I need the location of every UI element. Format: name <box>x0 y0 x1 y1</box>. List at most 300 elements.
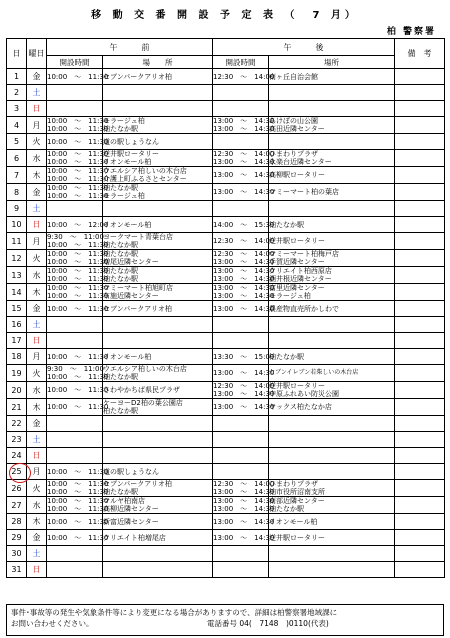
weekday-cell: 木 <box>27 284 47 301</box>
remarks-cell <box>395 562 445 578</box>
pm-time-cell <box>213 448 269 464</box>
cell-line: 道の駅しょうなん <box>103 137 159 146</box>
pm-place-cell <box>269 250 395 267</box>
pm-time-cell <box>213 201 269 217</box>
weekday-cell: 日 <box>27 448 47 464</box>
day-cell: 22 <box>7 416 27 432</box>
am-place-cell <box>103 416 213 432</box>
weekday-cell: 火 <box>27 365 47 382</box>
weekday-cell: 土 <box>27 546 47 562</box>
pm-time-cell <box>213 250 275 267</box>
pm-place-cell <box>269 267 395 284</box>
cell-line: 逆井駅ロータリー <box>269 533 325 542</box>
pm-time-cell <box>213 317 269 333</box>
table-row <box>7 284 445 301</box>
cell-line: 10:00 ～ 11:30 <box>47 386 109 394</box>
cell-line: 10:00 ～ 11:30 <box>47 241 109 249</box>
am-place-cell <box>103 365 213 382</box>
pm-time-cell <box>213 416 269 432</box>
table-row <box>7 317 445 333</box>
pm-place-cell <box>269 233 395 250</box>
cell-line: 永楽台近隣センター <box>269 158 332 166</box>
weekday-cell: 金 <box>27 530 47 546</box>
cell-line: マミーマート柏梅戸店 <box>269 250 339 258</box>
cell-line: 12:30 ～ 14:00 <box>213 382 275 390</box>
cell-line: 14:00 ～ 15:30 <box>213 220 275 229</box>
table-row <box>7 399 445 416</box>
cell-line: 12:30 ～ 14:00 <box>213 480 275 488</box>
am-place-cell <box>103 382 213 399</box>
cell-line: 増尾近隣センター <box>103 258 159 266</box>
cell-line: 柏たなか駅 <box>269 505 304 513</box>
pm-place-cell <box>269 448 395 464</box>
weekday-cell: 月 <box>27 117 47 134</box>
day-cell: 29 <box>7 530 27 546</box>
day-cell: 23 <box>7 432 27 448</box>
day-cell: 17 <box>7 333 27 349</box>
am-place-cell <box>103 333 213 349</box>
pm-place-cell <box>269 333 395 349</box>
header-am-place: 場 所 <box>103 56 213 69</box>
am-place-cell <box>103 150 213 167</box>
pm-time-cell <box>213 69 275 85</box>
day-cell: 18 <box>7 349 27 365</box>
am-place-cell <box>103 167 213 184</box>
table-row <box>7 201 445 217</box>
am-place-cell <box>103 284 213 301</box>
day-cell: 16 <box>7 317 27 333</box>
am-place-cell <box>103 184 213 201</box>
remarks-cell <box>395 382 445 399</box>
cell-line: 13:00 ～ 14:30 <box>213 117 275 125</box>
cell-line: 介護上町ふるさとセンター <box>103 175 187 183</box>
table-row <box>7 382 445 399</box>
pm-time-cell <box>213 333 269 349</box>
am-time-cell <box>47 201 103 217</box>
remarks-cell <box>395 317 445 333</box>
remarks-cell <box>395 101 445 117</box>
weekday-cell: 木 <box>27 399 47 416</box>
pm-time-cell <box>213 432 269 448</box>
cell-line: 手賀近隣センター <box>269 258 325 266</box>
am-time-cell <box>47 301 109 317</box>
cell-line: 10:00 ～ 11:30 <box>47 292 109 300</box>
cell-line: 柏たなか駅 <box>269 220 304 229</box>
day-cell: 2 <box>7 85 27 101</box>
pm-place-cell <box>269 69 395 85</box>
pm-time-cell <box>213 117 275 134</box>
table-row <box>7 69 445 85</box>
cell-line: セブンイレブン若柴しいの木台店 <box>269 369 359 376</box>
cell-line: 10:00 ～ 11:30 <box>47 275 109 283</box>
am-time-cell <box>47 69 109 85</box>
am-place-cell <box>103 546 213 562</box>
pm-place-cell <box>269 349 395 365</box>
cell-line: 10:00 ～ 11:30 <box>47 373 109 381</box>
weekday-cell: 土 <box>27 317 47 333</box>
cell-line: 10:00 ～ 11:30 <box>47 150 109 158</box>
cell-line: クリエイト柏増尾店 <box>103 533 166 542</box>
weekday-cell: 木 <box>27 167 47 184</box>
am-place-cell <box>103 233 213 250</box>
pm-time-cell <box>213 497 275 514</box>
weekday-cell: 月 <box>27 233 47 250</box>
am-place-cell <box>103 317 213 333</box>
weekday-cell: 土 <box>27 201 47 217</box>
table-row <box>7 150 445 167</box>
weekday-cell: 金 <box>27 69 47 85</box>
pm-time-cell <box>213 562 269 578</box>
am-place-cell <box>103 448 213 464</box>
pm-place-cell <box>269 530 395 546</box>
pm-time-cell <box>213 546 269 562</box>
day-cell: 13 <box>7 267 27 284</box>
pm-place-cell <box>269 416 395 432</box>
cell-line: 10:00 ～ 11:30 <box>47 517 109 526</box>
header-am-time: 開設時間 <box>47 56 103 69</box>
weekday-cell: 水 <box>27 382 47 399</box>
pm-place-cell <box>269 432 395 448</box>
cell-line: 9:30 ～ 11:00 <box>47 233 104 241</box>
day-cell: 6 <box>7 150 27 167</box>
cell-line: 南部近隣センター <box>269 497 325 505</box>
remarks-cell <box>395 464 445 480</box>
remarks-cell <box>395 301 445 317</box>
cell-line: イオンモール柏 <box>103 158 152 166</box>
pm-place-cell <box>269 497 395 514</box>
cell-line: 高田近隣センター <box>269 125 325 133</box>
table-row <box>7 365 445 382</box>
cell-line: 農産物直売所かしわで <box>269 304 339 313</box>
header-dow: 曜日 <box>27 39 47 69</box>
cell-line: 10:00 ～ 11:30 <box>47 505 109 513</box>
am-place-cell <box>103 464 213 480</box>
day-cell: 15 <box>7 301 27 317</box>
cell-line: 13:00 ～ 14:30 <box>213 125 275 133</box>
am-time-cell <box>47 184 109 201</box>
am-time-cell <box>47 101 103 117</box>
cell-line: 10:00 ～ 11:30 <box>47 117 109 125</box>
am-time-cell <box>47 317 103 333</box>
remarks-cell <box>395 448 445 464</box>
schedule-body <box>7 69 445 578</box>
cell-line: 10:00 ～ 11:30 <box>47 497 109 505</box>
pm-place-cell <box>269 134 395 150</box>
pm-place-cell <box>269 150 395 167</box>
highlight-circle <box>9 463 31 483</box>
cell-line: イオンモール柏 <box>269 517 318 526</box>
table-row <box>7 480 445 497</box>
cell-line: さわやかちば県民プラザ <box>103 386 180 394</box>
am-time-cell <box>47 167 109 184</box>
cell-line: 高柳近隣センター <box>103 505 159 513</box>
pm-place-cell <box>269 546 395 562</box>
cell-line: 10:00 ～ 11:30 <box>47 267 109 275</box>
cell-line: 新富近隣センター <box>103 517 159 526</box>
cell-line: ケーヨーD2柏の葉公園店 <box>103 399 183 407</box>
day-cell: 20 <box>7 382 27 399</box>
cell-line: ヨークマート青葉台店 <box>103 233 173 241</box>
cell-line: 13:00 ～ 14:30 <box>213 275 275 283</box>
cell-line: 13:00 ～ 14:30 <box>213 505 275 513</box>
day-cell: 11 <box>7 233 27 250</box>
weekday-cell: 金 <box>27 301 47 317</box>
remarks-cell <box>395 399 445 416</box>
day-cell: 31 <box>7 562 27 578</box>
remarks-cell <box>395 134 445 150</box>
am-time-cell <box>47 85 103 101</box>
day-cell: 19 <box>7 365 27 382</box>
weekday-cell: 火 <box>27 250 47 267</box>
day-cell: 28 <box>7 514 27 530</box>
cell-line: 布施近隣センター <box>103 292 159 300</box>
am-time-cell <box>47 546 103 562</box>
am-time-cell <box>47 333 103 349</box>
pm-time-cell <box>213 217 275 233</box>
pm-time-cell <box>213 464 269 480</box>
pm-place-cell <box>269 184 395 201</box>
cell-line: 南ヶ丘自治会館 <box>269 72 318 81</box>
cell-line: 柏たなか駅 <box>103 241 138 249</box>
cell-line: モラージュ柏 <box>103 192 145 200</box>
cell-line: 10:00 ～ 11:30 <box>47 284 109 292</box>
cell-line: ウエルシア柏しいの木台店 <box>103 167 187 175</box>
pm-time-cell <box>213 530 275 546</box>
am-time-cell <box>47 117 109 134</box>
am-time-cell <box>47 514 109 530</box>
pm-place-cell <box>269 85 395 101</box>
day-cell: 21 <box>7 399 27 416</box>
cell-line: ヤックス柏たなか店 <box>269 403 332 411</box>
pm-time-cell <box>213 365 275 382</box>
header-pm-time: 開設時間 <box>213 56 269 69</box>
remarks-cell <box>395 267 445 284</box>
weekday-cell: 土 <box>27 85 47 101</box>
cell-line: マミーマート柏の葉店 <box>269 188 339 196</box>
weekday-cell: 月 <box>27 464 47 480</box>
am-time-cell <box>47 432 103 448</box>
weekday-cell: 水 <box>27 150 47 167</box>
schedule-table <box>6 38 445 578</box>
footer-line-1: 事件･事故等の発生や気象条件等により変更になる場合がありますので、詳細は柏警察署地域課に <box>11 608 338 617</box>
am-time-cell <box>47 365 109 382</box>
am-place-cell <box>103 69 213 85</box>
weekday-cell: 水 <box>27 497 47 514</box>
table-row <box>7 333 445 349</box>
pm-place-cell <box>269 117 395 134</box>
cell-line: 10:00 ～ 11:30 <box>47 125 109 133</box>
remarks-cell <box>395 184 445 201</box>
header-pm-place: 場所 <box>269 56 395 69</box>
cell-line: 13:00 ～ 14:30 <box>213 497 275 505</box>
pm-place-cell <box>269 101 395 117</box>
day-cell: 12 <box>7 250 27 267</box>
pm-place-cell <box>269 480 395 497</box>
cell-line: 12:30 ～ 14:00 <box>213 72 275 81</box>
cell-line: 10:00 ～ 11:30 <box>47 467 109 476</box>
remarks-cell <box>395 480 445 497</box>
am-time-cell <box>47 382 109 399</box>
pm-time-cell <box>213 284 275 301</box>
table-row <box>7 349 445 365</box>
pm-place-cell <box>269 365 395 382</box>
pm-time-cell <box>213 480 275 497</box>
cell-line: モラージュ柏 <box>103 117 145 125</box>
am-time-cell <box>47 562 103 578</box>
cell-line: 富里近隣センター <box>269 284 325 292</box>
cell-line: マルヤ柏南店 <box>103 497 145 505</box>
cell-line: 酒井根近隣センター <box>269 275 332 283</box>
am-place-cell <box>103 250 213 267</box>
am-place-cell <box>103 480 213 497</box>
pm-place-cell <box>269 301 395 317</box>
cell-line: 柏たなか駅 <box>103 275 138 283</box>
pm-place-cell <box>269 217 395 233</box>
page-title: 移 動 交 番 開 設 予 定 表 （ 7 月） <box>91 10 359 21</box>
table-row <box>7 416 445 432</box>
cell-line: 10:00 ～ 11:30 <box>47 167 109 175</box>
remarks-cell <box>395 514 445 530</box>
pm-place-cell <box>269 399 395 416</box>
remarks-cell <box>395 333 445 349</box>
day-cell: 1 <box>7 69 27 85</box>
day-cell: 24 <box>7 448 27 464</box>
pm-place-cell <box>269 317 395 333</box>
am-place-cell <box>103 514 213 530</box>
pm-place-cell <box>269 167 395 184</box>
header-day: 日 <box>7 39 27 69</box>
am-place-cell <box>103 217 213 233</box>
am-time-cell <box>47 497 109 514</box>
am-time-cell <box>47 217 109 233</box>
remarks-cell <box>395 150 445 167</box>
cell-line: 13:00 ～ 14:30 <box>213 488 275 496</box>
am-place-cell <box>103 85 213 101</box>
cell-line: 柏たなか駅 <box>103 267 138 275</box>
cell-line: セブンパークアリオ柏 <box>103 72 172 81</box>
cell-line: 10:00 ～ 11:30 <box>47 137 109 146</box>
table-row <box>7 562 445 578</box>
day-cell: 4 <box>7 117 27 134</box>
cell-line: 13:00 ～ 14:30 <box>213 158 275 166</box>
table-row <box>7 432 445 448</box>
am-place-cell <box>103 134 213 150</box>
remarks-cell <box>395 217 445 233</box>
cell-line: 柏たなか駅 <box>269 352 304 361</box>
am-time-cell <box>47 150 109 167</box>
cell-line: セブンパークアリオ柏 <box>103 304 172 313</box>
footer-note <box>6 604 444 636</box>
weekday-cell: 月 <box>27 349 47 365</box>
cell-line: 逆井駅ロータリー <box>103 150 159 158</box>
day-cell: 10 <box>7 217 27 233</box>
am-place-cell <box>103 117 213 134</box>
table-row <box>7 101 445 117</box>
am-place-cell <box>103 530 213 546</box>
table-row <box>7 217 445 233</box>
pm-time-cell <box>213 167 275 184</box>
cell-line: 10:00 ～ 11:30 <box>47 480 109 488</box>
cell-line: 道の駅しょうなん <box>103 467 159 476</box>
remarks-cell <box>395 284 445 301</box>
day-cell: 5 <box>7 134 27 150</box>
table-row <box>7 250 445 267</box>
cell-line: 10:00 ～ 11:30 <box>47 488 109 496</box>
am-time-cell <box>47 284 109 301</box>
cell-line: 13:00 ～ 14:30 <box>213 369 275 377</box>
cell-line: 13:00 ～ 14:30 <box>213 403 275 411</box>
cell-line: 13:30 ～ 15:00 <box>213 352 275 361</box>
cell-line: マミーマート柏旭町店 <box>103 284 173 292</box>
pm-time-cell <box>213 101 269 117</box>
table-row <box>7 497 445 514</box>
cell-line: 中原ふれあい防災公園 <box>269 390 339 398</box>
table-row <box>7 514 445 530</box>
cell-line: 10:00 ～ 11:30 <box>47 184 109 192</box>
header-remarks: 備 考 <box>395 39 445 69</box>
cell-line: 柏たなか駅 <box>103 488 138 496</box>
am-time-cell <box>47 267 109 284</box>
remarks-cell <box>395 432 445 448</box>
cell-line: 13:00 ～ 14:30 <box>213 188 275 196</box>
pm-place-cell <box>269 284 395 301</box>
pm-time-cell <box>213 349 275 365</box>
cell-line: 13:00 ～ 14:30 <box>213 171 275 179</box>
cell-line: 12:30 ～ 14:00 <box>213 237 275 245</box>
cell-line: 12:30 ～ 14:00 <box>213 250 275 258</box>
weekday-cell: 木 <box>27 514 47 530</box>
remarks-cell <box>395 69 445 85</box>
weekday-cell: 日 <box>27 101 47 117</box>
cell-line: 12:30 ～ 14:00 <box>213 150 275 158</box>
pm-time-cell <box>213 150 275 167</box>
cell-line: 13:00 ～ 14:30 <box>213 258 275 266</box>
day-cell: 26 <box>7 480 27 497</box>
am-time-cell <box>47 416 103 432</box>
cell-line: 高柳駅ロータリー <box>269 171 325 179</box>
pm-time-cell <box>213 233 275 250</box>
cell-line: 柏たなか駅 <box>103 407 138 415</box>
cell-line: 10:00 ～ 11:30 <box>47 533 109 542</box>
table-row <box>7 546 445 562</box>
weekday-cell: 日 <box>27 333 47 349</box>
remarks-cell <box>395 530 445 546</box>
pm-time-cell <box>213 184 275 201</box>
am-time-cell <box>47 464 109 480</box>
cell-line: 10:00 ～ 11:30 <box>47 304 109 313</box>
weekday-cell: 日 <box>27 562 47 578</box>
am-place-cell <box>103 399 213 416</box>
am-place-cell <box>103 349 213 365</box>
am-time-cell <box>47 349 109 365</box>
cell-line: セブンパークアリオ柏 <box>103 480 172 488</box>
remarks-cell <box>395 117 445 134</box>
cell-line: 13:00 ～ 14:30 <box>213 292 275 300</box>
am-place-cell <box>103 267 213 284</box>
table-row <box>7 267 445 284</box>
table-row <box>7 167 445 184</box>
pm-place-cell <box>269 382 395 399</box>
am-place-cell <box>103 101 213 117</box>
day-cell: 27 <box>7 497 27 514</box>
remarks-cell <box>395 349 445 365</box>
cell-line: 柏たなか駅 <box>103 373 138 381</box>
table-row <box>7 448 445 464</box>
cell-line: 柏たなか駅 <box>103 250 138 258</box>
header-pm: 午 後 <box>213 39 395 56</box>
cell-line: 柏市役所沼南支所 <box>269 488 325 496</box>
cell-line: 10:00 ～ 11:30 <box>47 192 109 200</box>
